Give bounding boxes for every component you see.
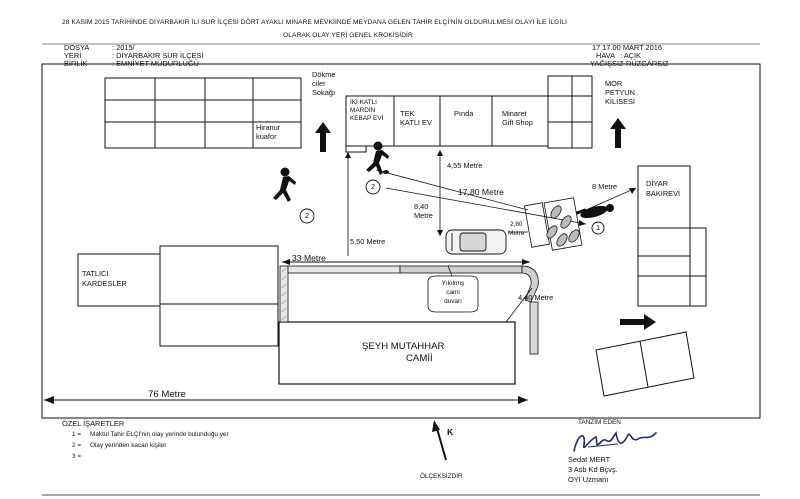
direction-arrow-icon (620, 314, 656, 330)
birlik-value: : EMNİYET MÜDÜRLÜĞÜ (112, 59, 199, 68)
compass-north-label: K (447, 427, 454, 437)
tatlici-label-1: TATLICI (82, 269, 109, 278)
diyar-bakirevi-label-1: DİYAR (646, 179, 669, 188)
parked-car (446, 230, 506, 254)
measure-4-40: 4,40 Metre (518, 293, 554, 302)
measure-4-55: 4,55 Metre (447, 161, 483, 170)
mor-petyun-label-1: MOR (605, 79, 623, 88)
mardin-label-2: MARDİN (350, 107, 376, 114)
mardin-label-1: İKİ KATLI (350, 99, 377, 106)
measure-2-80-line1: 2,80 (510, 221, 523, 228)
author-rank: 3 Asb Kd Bçvş. (568, 465, 618, 474)
direction-arrow-icon (610, 118, 626, 148)
legend-item-2-num: 2 = (72, 442, 82, 449)
birlik-label: BİRLİK (64, 59, 88, 68)
legend-item-3-num: 3 = (72, 453, 82, 460)
minaret-label-1: Minaret (502, 109, 527, 118)
running-person-icon (273, 168, 296, 203)
diyar-bakirevi-label-2: BAKIREVİ (646, 189, 681, 198)
measure-5-50: 5,50 Metre (350, 237, 386, 246)
hiranur-label-1: Hiranur (256, 123, 281, 132)
evidence-tiles (524, 198, 581, 250)
hava-label: HAVA (596, 51, 616, 60)
document-title-line-1: 28 KASIM 2015 TARİHİNDE DİYARBAKIR İLİ SUR İLÇESİ DÖRT AYAKLI MİNARE MEVKİİNDE MEYDANA GELEN TAHİR ELÇİ'NİN OLDURULMESİ OLAYI İLE İLGİLİ (62, 19, 568, 26)
mor-petyun-label-2: PETYUN (605, 88, 635, 97)
measure-2-80-line2: Metre (508, 230, 525, 237)
pinda-label: Pında (454, 109, 474, 118)
hiranur-label-2: kuafor (256, 132, 277, 141)
yikilmis-label-2: cami (446, 289, 460, 296)
legend-item-1-text: Maktul Tahir ELÇİ'nin olay yerinde bulunduğu yer (90, 431, 229, 438)
hava-value: : AÇIK (620, 51, 641, 60)
dokmeciler-label-2: ciler (312, 79, 326, 88)
mardin-label-3: KEBAP EVİ (350, 115, 384, 122)
measure-8-40-line1: 8,40 (414, 202, 429, 211)
yeri-label: YERİ (64, 51, 82, 60)
marker-2-label: 2 (304, 211, 310, 220)
marker-1-label: 1 (595, 223, 601, 232)
running-person-icon (366, 142, 389, 176)
measure-8-40-line2: Metre (414, 211, 433, 220)
camii-label-1: ŞEYH MUTAHHAR (362, 341, 445, 352)
seyh-mutahhar-camii-building (279, 322, 515, 384)
compass-arrow-icon (432, 420, 446, 460)
tek-katli-label-2: KATLI EV (400, 118, 432, 127)
report-date: 17 17.00 MART 2016 (592, 43, 662, 52)
mor-petyun-label-3: KİLİSESİ (605, 97, 635, 106)
legend-item-2-text: Olay yerinden kacan kişiler (90, 442, 167, 449)
measure-33: 33 Metre (292, 253, 326, 263)
dosya-value: : 2015/ (112, 43, 135, 52)
tatlici-label-2: KARDESLER (82, 279, 127, 288)
dokmeciler-label-3: Sokağı (312, 88, 336, 97)
tek-katli-label-1: TEK (400, 109, 415, 118)
author-name: Sedat MERT (568, 455, 611, 464)
camii-label-2: CAMİİ (406, 353, 433, 364)
minaret-label-2: Gift Shop (502, 118, 533, 127)
scale-note: ÖLÇEKSİZDİR (420, 473, 463, 480)
legend-item-1-num: 1 = (72, 431, 82, 438)
yikilmis-label-3: duvarı (444, 298, 462, 305)
legend-title: ÖZEL İŞARETLER (62, 419, 125, 428)
measure-17-80: 17,80 Metre (458, 187, 504, 197)
weather-condition: YAĞIŞSIZ-RÜZGARSIZ (590, 59, 669, 68)
author-role: OYİ Uzmanı (568, 475, 609, 484)
document-title-line-2: OLARAK OLAY YERİ GENEL KROKİSİDİR (283, 32, 413, 39)
measure-76: 76 Metre (148, 389, 186, 400)
yikilmis-cami-duvari (400, 266, 522, 273)
dokmeciler-label-1: Dökme (312, 70, 336, 79)
building-block-left (78, 246, 278, 346)
building-lower-right (596, 332, 694, 396)
dosya-label: DOSYA (64, 43, 90, 52)
pinda-building (440, 96, 492, 146)
measure-8: 8 Metre (592, 182, 618, 191)
author-title: TANZİM EDEN (578, 419, 621, 426)
yikilmis-label-1: Yıkılmış (441, 280, 465, 287)
direction-arrow-icon (315, 122, 331, 152)
marker-2-label: 2 (370, 182, 376, 191)
signature-mark (568, 427, 663, 457)
yeri-value: : DİYARBAKIR SUR İLÇESİ (112, 51, 204, 60)
